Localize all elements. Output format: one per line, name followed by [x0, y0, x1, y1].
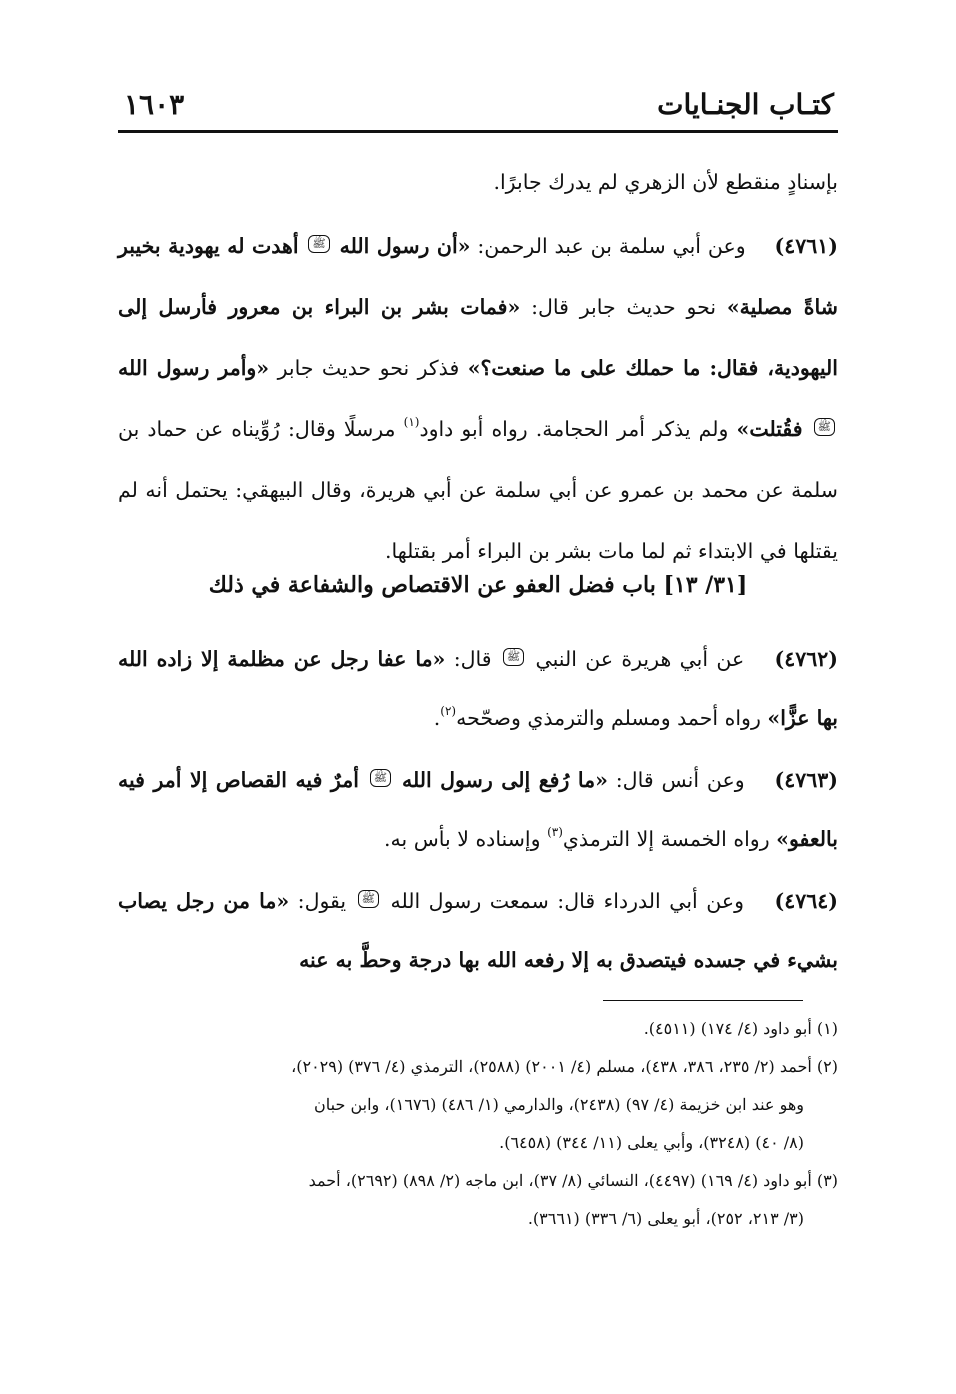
- hadith-quote: فقُتلت»: [736, 417, 803, 441]
- salutation-glyph: ﷺ: [358, 890, 379, 908]
- hadith-4764: [118, 872, 838, 990]
- hadith-text: يقول:: [297, 889, 347, 913]
- footnote-2-cont: (٨/ ٤٠) (٣٢٤٨)، وأبي يعلى (١١/ ٣٤٤) (٦٤٥٨).: [499, 1133, 804, 1152]
- hadith-text: قال:: [453, 647, 492, 671]
- hadith-4761: [118, 216, 838, 582]
- footnotes: [118, 1010, 838, 1238]
- main-text-lower: [118, 630, 838, 993]
- hadith-number: (٤٧٦٤): [774, 889, 838, 913]
- hadith-number: (٤٧٦٢): [774, 647, 838, 671]
- salutation-glyph: ﷺ: [814, 418, 835, 436]
- hadith-text: مرسلًا وقال: رُوِّيناه عن حماد بن سلمة عن محمد بن عمرو عن أبي سلمة عن أبي هريرة، وقال البيهقي: يحتمل أنه لم يقتلها في الابتداء ثم لما مات بشر بن البراء أمر بقتلها.: [118, 417, 838, 563]
- running-title: كتـاب الجنـايات: [657, 88, 834, 121]
- salutation-glyph: ﷺ: [308, 235, 329, 253]
- page-number: ١٦٠٣: [124, 88, 185, 121]
- hadith-text: رواه الخمسة إلا الترمذي: [562, 827, 770, 851]
- footnote-marker: (٣): [547, 825, 563, 839]
- hadith-number: (٤٧٦١): [774, 234, 838, 258]
- hadith-intro: وعن أبي الدرداء قال: سمعت رسول الله: [390, 889, 744, 913]
- salutation-glyph: ﷺ: [503, 648, 524, 666]
- footnote-2: (٢) أحمد (٢/ ٢٣٥، ٣٨٦، ٤٣٨)، مسلم (٤/ ٢٠٠١) (٢٥٨٨)، الترمذي (٤/ ٣٧٦) (٢٠٢٩)،: [291, 1057, 838, 1076]
- footnote-3-cont: (٣/ ٢١٣، ٢٥٢)، أبو يعلى (٦/ ٣٣٦) (٣٦٦١).: [527, 1209, 804, 1228]
- hadith-quote: «ما عفا رجل عن مظلمة إلا زاده الله بها عزًّا»: [118, 647, 838, 730]
- hadith-text: رواه أحمد ومسلم والترمذي وصحّحه: [456, 706, 761, 730]
- hadith-quote: «ما من رجل يصاب بشيء في جسده فيتصدق به إلا رفعه الله بها درجة وحطَّ به عنه: [118, 889, 838, 972]
- hadith-4762: (٤٧٦٢) عن أبي هريرة عن النبي ﷺ قال: «ما عفا رجل عن مظلمة إلا زاده الله بها عزًّا» رواه أحمد ومسلم والترمذي وصحّحه$^{(٢)}$.: [118, 630, 838, 748]
- footnote-rule: [603, 1000, 803, 1001]
- hadith-4763: [118, 751, 838, 869]
- page-header: [118, 88, 838, 132]
- footnote-marker: (١): [403, 415, 420, 429]
- hadith-intro: عن أبي هريرة عن النبي: [535, 647, 745, 671]
- hadith-quote: «وأمر رسول الله: [118, 356, 270, 380]
- chapter-heading: [٣١/ ١٣] باب فضل العفو عن الاقتصاص والشفاعة في ذلك: [208, 572, 748, 598]
- hadith-quote: أمرٌ فيه القصاص إلا أمر فيه بالعفو»: [118, 768, 838, 851]
- hadith-intro: وعن أبي سلمة بن عبد الرحمن:: [477, 234, 746, 258]
- hadith-text: فذكر نحو حديث جابر: [277, 356, 460, 380]
- main-text-upper: [118, 152, 838, 582]
- footnote-2-cont: وهو عند ابن خزيمة (٤/ ٩٧) (٢٤٣٨)، والدارمي (١/ ٤٨٦) (١٦٧٦)، وابن حبان: [314, 1095, 804, 1114]
- salutation-glyph: ﷺ: [370, 769, 391, 787]
- hadith-number: (٤٧٦٣): [774, 768, 838, 792]
- hadith-text: نحو حديث جابر قال:: [531, 295, 717, 319]
- hadith-intro: وعن أنس قال:: [615, 768, 745, 792]
- header-rule: [118, 130, 838, 133]
- footnote-3: (٣) أبو داود (٤/ ١٦٩) (٤٤٩٧)، النسائي (٨/ ٣٧)، ابن ماجه (٢/ ٨٩٨) (٢٦٩٢)، أحمد: [308, 1171, 838, 1190]
- hadith-quote: «أن رسول الله: [339, 234, 471, 258]
- footnote-marker: (٢): [440, 704, 457, 718]
- hadith-quote: أهدت له يهودية بخيبر شاةً مصلية»: [118, 234, 838, 319]
- hadith-quote: «ما رُفع إلى رسول الله: [401, 768, 608, 792]
- hadith-text: وإسناده لا بأس به.: [384, 827, 541, 851]
- hadith-quote: «فمات بشر بن البراء بن معرور فأرسل إلى اليهودية، فقال: ما حملك على ما صنعت؟»: [118, 295, 838, 380]
- footnote-1: (١) أبو داود (٤/ ١٧٤) (٤٥١١).: [643, 1019, 838, 1038]
- hadith-text: ولم يذكر أمر الحجامة. رواه أبو داود: [419, 417, 729, 441]
- opening-line: بإسنادٍ منقطع لأن الزهري لم يدرك جابرًا.: [493, 170, 838, 194]
